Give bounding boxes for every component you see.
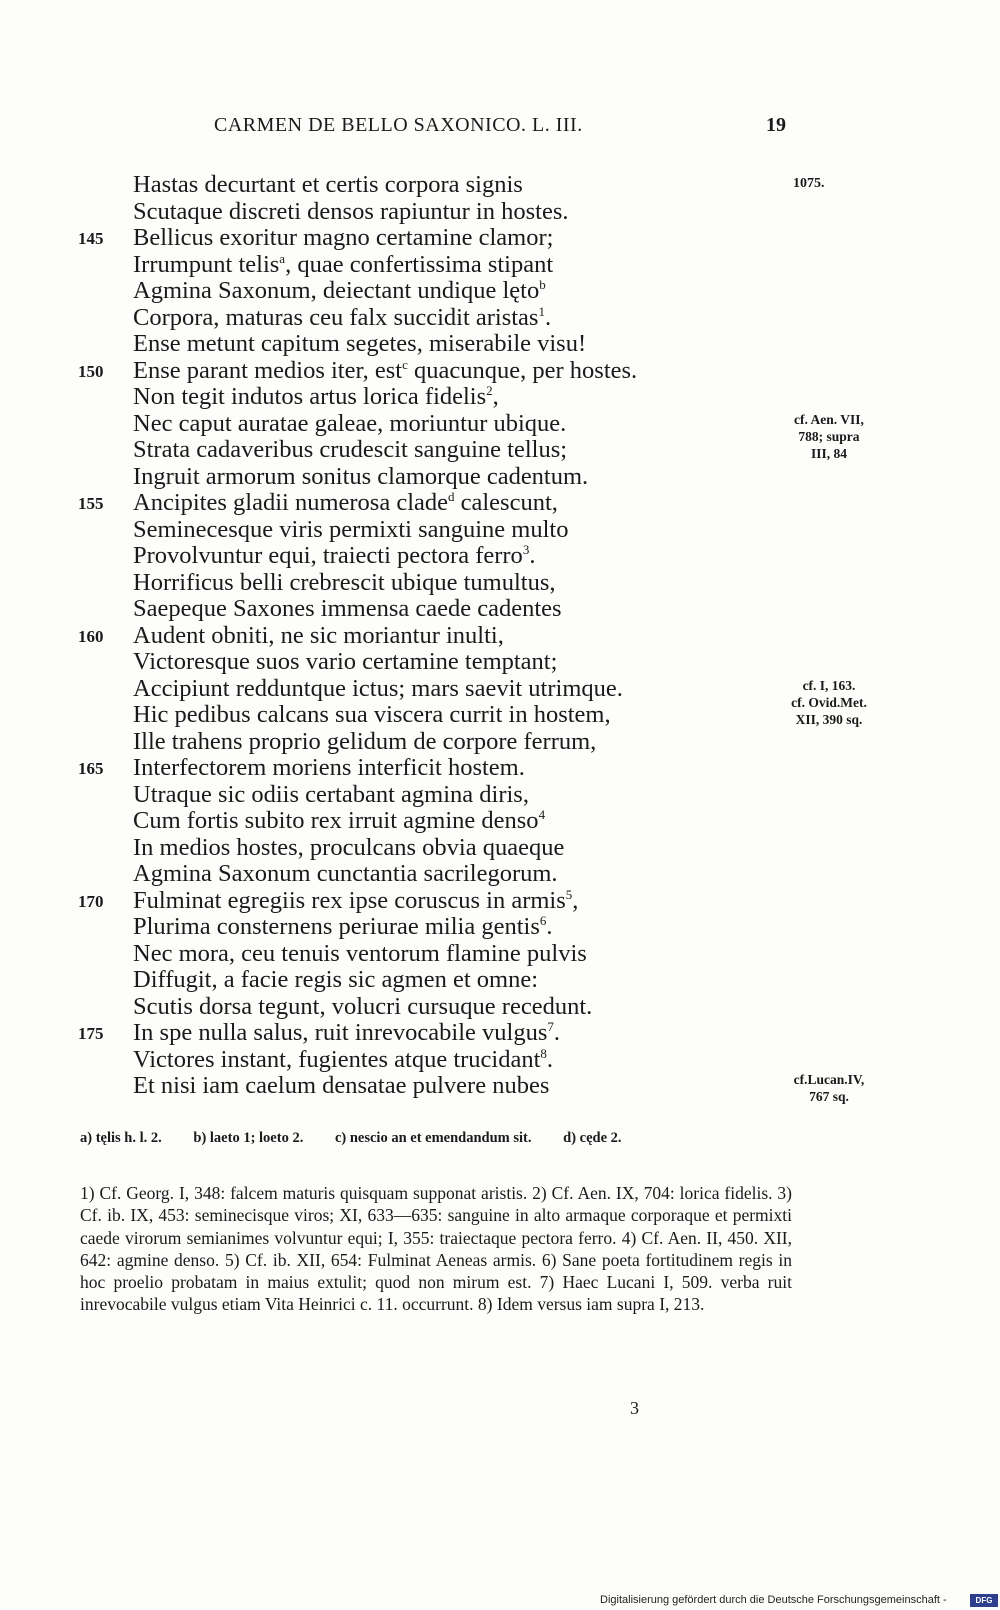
verse-line	[0, 358, 1000, 385]
sidenote-ovid	[770, 677, 888, 728]
note-marker: a	[279, 250, 286, 266]
verse-text	[133, 278, 546, 305]
verse-text-main: Ense parant medios iter, est	[133, 356, 403, 384]
verse-text	[133, 941, 587, 968]
verse-text-main: Utraque sic odiis certabant agmina diris,	[133, 780, 529, 808]
verse-line	[0, 278, 1000, 305]
verse-text-main: Plurima consternens periurae milia gentis	[133, 913, 540, 940]
verse-text	[133, 782, 529, 809]
line-number: 160	[78, 626, 104, 646]
verse-text-main: Irrumpunt telis	[133, 250, 280, 278]
verse-text-main: Saepeque Saxones immensa caede cadentes	[133, 595, 562, 622]
verse-text-main: Strata cadaveribus crudescit sanguine tellus;	[133, 436, 568, 463]
verse-text-main: In spe nulla salus, ruit inrevocabile vulgus	[133, 1019, 548, 1046]
verse-text	[133, 967, 538, 994]
verse-text	[133, 384, 499, 411]
note-marker: 4	[538, 807, 546, 822]
line-number: 165	[78, 759, 104, 778]
verse-text	[133, 914, 552, 941]
verse-text	[133, 649, 557, 676]
sidenote-line: 767 sq.	[809, 1089, 849, 1104]
verse-line	[0, 888, 1000, 915]
line-number: 145	[78, 229, 104, 248]
verse-text-main: Ingruit armorum sonitus clamorque cadentum.	[133, 462, 589, 490]
verse-line	[0, 172, 1000, 199]
note-marker: 6	[539, 913, 547, 928]
verse-line	[0, 252, 1000, 279]
verse-text-main: Agmina Saxonum cunctantia sacrilegorum.	[133, 860, 558, 887]
verse-text	[133, 358, 637, 385]
critical-apparatus	[80, 1130, 840, 1147]
verse-text-tail: .	[546, 913, 553, 940]
sidenote-line: XII, 390 sq.	[795, 712, 863, 727]
verse-text-main: Diffugit, a facie regis sic agmen et omne:	[133, 966, 539, 993]
verse-line	[0, 490, 1000, 517]
line-number: 175	[78, 1024, 104, 1043]
page-header	[80, 114, 800, 144]
verse-text	[133, 411, 566, 438]
verse-line	[0, 755, 1000, 782]
verse-text-main: Bellicus exoritur magno certamine clamor;	[133, 224, 554, 251]
sidenote-aen	[770, 411, 888, 462]
verse-text	[133, 517, 568, 544]
verse-text-main: Ancipites gladii numerosa clade	[133, 489, 448, 516]
verse-line	[0, 649, 1000, 676]
verse-line	[0, 305, 1000, 332]
verse-text-main: Hastas decurtant et certis corpora signis	[133, 171, 523, 198]
note-marker: 1	[538, 303, 545, 319]
verse-text-main: Ille trahens proprio gelidum de corpore ferrum,	[133, 727, 597, 755]
verse-line	[0, 225, 1000, 252]
verse-text-tail: .	[544, 303, 552, 331]
verse-text	[133, 570, 556, 597]
verse-text-tail: quacunque, per hostes.	[407, 356, 638, 384]
sidenote-line: cf. Ovid.Met.	[791, 695, 867, 710]
verse-text-main: In medios hostes, proculcans obvia quaeque	[133, 833, 565, 861]
verse-line	[0, 729, 1000, 756]
verse-text-main: Fulminat egregiis rex ipse coruscus in armis	[133, 886, 566, 914]
running-title: CARMEN DE BELLO SAXONICO. L. III.	[214, 114, 583, 136]
note-marker: d	[448, 489, 455, 504]
line-number: 150	[78, 361, 104, 381]
verse-line	[0, 384, 1000, 411]
verse-text-main: Audent obniti, ne sic moriantur inulti,	[133, 621, 504, 649]
verse-text-main: Agmina Saxonum, deiectant undique lęto	[133, 277, 540, 304]
verse-text-tail: ,	[572, 886, 579, 914]
verse-line	[0, 199, 1000, 226]
verse-line	[0, 914, 1000, 941]
verse-line	[0, 861, 1000, 888]
verse-text-main: Scutis dorsa tegunt, volucri cursuque recedunt.	[133, 992, 593, 1020]
verse-text	[133, 835, 564, 862]
margin-year: 1075.	[793, 176, 825, 191]
critical-note: a) tęlis h. l. 2.	[80, 1130, 162, 1146]
verse-text	[133, 755, 525, 782]
verse-text	[133, 252, 553, 279]
verse-text	[133, 676, 623, 703]
verse-text	[133, 1020, 560, 1047]
line-number: 155	[78, 494, 104, 513]
verse-text	[133, 305, 551, 332]
verse-text-main: Non tegit indutos artus lorica fidelis	[133, 383, 487, 410]
verse-text-tail: ,	[492, 383, 499, 410]
verse-line	[0, 1020, 1000, 1047]
verse-line	[0, 623, 1000, 650]
verse-line	[0, 1047, 1000, 1074]
verse-text-tail: , quae confertissima stipant	[285, 250, 554, 278]
verse-text	[133, 729, 596, 756]
note-marker: 5	[565, 886, 573, 902]
verse-text-tail: .	[546, 1045, 554, 1073]
verse-text	[133, 808, 545, 835]
verse-text-main: Victoresque suos vario certamine temptant;	[133, 648, 558, 675]
verse-text-main: Ense metunt capitum segetes, miserabile visu!	[133, 330, 587, 357]
verse-text-main: Cum fortis subito rex irruit agmine denso	[133, 807, 539, 834]
verse-text-main: Scutaque discreti densos rapiuntur in hostes.	[133, 197, 569, 225]
verse-text	[133, 464, 588, 491]
signature-mark: 3	[630, 1398, 639, 1418]
verse-text-main: Accipiunt redduntque ictus; mars saevit utrimque.	[133, 674, 623, 702]
verse-text	[133, 1047, 553, 1074]
sidenote-line: cf. I, 163.	[802, 678, 856, 693]
verse-line	[0, 808, 1000, 835]
verse-line	[0, 967, 1000, 994]
verse-text	[133, 543, 535, 570]
verse-line	[0, 782, 1000, 809]
verse-text	[133, 1073, 549, 1100]
note-marker: 8	[540, 1045, 547, 1061]
digitization-note: Digitalisierung gefördert durch die Deutsche Forschungsgemeinschaft -	[600, 1594, 947, 1606]
critical-note: b) laeto 1; loeto 2.	[193, 1130, 304, 1146]
verse-text	[133, 172, 523, 199]
verse-text-main: Interfectorem moriens interficit hostem.	[133, 754, 525, 781]
verse-text	[133, 702, 611, 729]
verse-text	[133, 888, 578, 915]
sidenote-lucan	[770, 1071, 888, 1105]
verse-text-main: Corpora, maturas ceu falx succidit aristas	[133, 303, 539, 331]
note-marker: 3	[522, 542, 530, 557]
sidenote-line: 788; supra	[798, 429, 860, 444]
verse-text-tail: .	[553, 1019, 560, 1046]
verse-text-main: Et nisi iam caelum densatae pulvere nubes	[133, 1072, 550, 1099]
critical-note: c) nescio an et emendandum sit.	[334, 1130, 532, 1146]
note-marker: b	[539, 277, 546, 292]
verse-text-main: Nec caput auratae galeae, moriuntur ubique.	[133, 409, 567, 437]
verse-text-main: Provolvuntur equi, traiecti pectora ferro	[133, 542, 523, 569]
verse-line	[0, 543, 1000, 570]
verse-line	[0, 941, 1000, 968]
verse-text-main: Nec mora, ceu tenuis ventorum flamine pulvis	[133, 939, 587, 967]
verse-text-main: Horrificus belli crebrescit ubique tumultus,	[133, 568, 556, 596]
verse-line	[0, 464, 1000, 491]
note-marker: 7	[547, 1019, 554, 1034]
page-number: 19	[766, 114, 786, 136]
verse-text-tail: .	[529, 542, 536, 569]
digitization-bar	[600, 1591, 1000, 1610]
sidenote-line: cf.Lucan.IV,	[793, 1072, 865, 1087]
poem-text	[0, 172, 1000, 1100]
verse-line	[0, 596, 1000, 623]
sidenote-line: cf. Aen. VII,	[794, 412, 864, 427]
verse-text-main: Hic pedibus calcans sua viscera currit in hostem,	[133, 701, 611, 728]
verse-text	[133, 199, 568, 226]
note-marker: c	[402, 356, 408, 372]
verse-line	[0, 517, 1000, 544]
verse-text-main: Victores instant, fugientes atque trucidant	[133, 1045, 541, 1073]
verse-text	[133, 623, 504, 650]
verse-text-tail: calescunt,	[454, 489, 558, 516]
verse-text	[133, 437, 567, 464]
verse-text	[133, 331, 586, 358]
footnotes: 1) Cf. Georg. I, 348: falcem maturis quisquam supponat aristis. 2) Cf. Aen. IX, 704: lorica fidelis. 3) Cf. ib. IX, 453: seminecisque viros; XI, 633—635: sanguine in alto armaque corporaque et permixti caede virorum semianimes volvuntur equi; I, 355: traiectaque pectora ferro. 4) Cf. Aen. II, 450. XII, 642: agmine denso. 5) Cf. ib. XII, 654: Fulminat Aeneas armis. 6) Sane poeta fortitudinem regis in hoc proelio probatam in maius extulit; quod non mirum est. 7) Haec Lucani I, 509. verba ruit inrevocabile vulgus etiam Vita Heinrici c. 11. occurrunt. 8) Idem versus iam supra I, 213.	[80, 1183, 792, 1315]
sidenote-line: III, 84	[810, 446, 847, 461]
verse-text	[133, 596, 562, 623]
line-number: 170	[78, 891, 104, 911]
critical-note: d) cęde 2.	[563, 1130, 622, 1146]
verse-line	[0, 994, 1000, 1021]
note-marker: 2	[486, 383, 493, 398]
verse-text	[133, 994, 592, 1021]
verse-text	[133, 225, 553, 252]
verse-line	[0, 331, 1000, 358]
verse-text	[133, 490, 558, 517]
verse-text-main: Seminecesque viris permixti sanguine multo	[133, 515, 569, 543]
dfg-logo: DFG	[970, 1594, 998, 1607]
verse-text	[133, 861, 558, 888]
verse-line	[0, 835, 1000, 862]
verse-line	[0, 570, 1000, 597]
